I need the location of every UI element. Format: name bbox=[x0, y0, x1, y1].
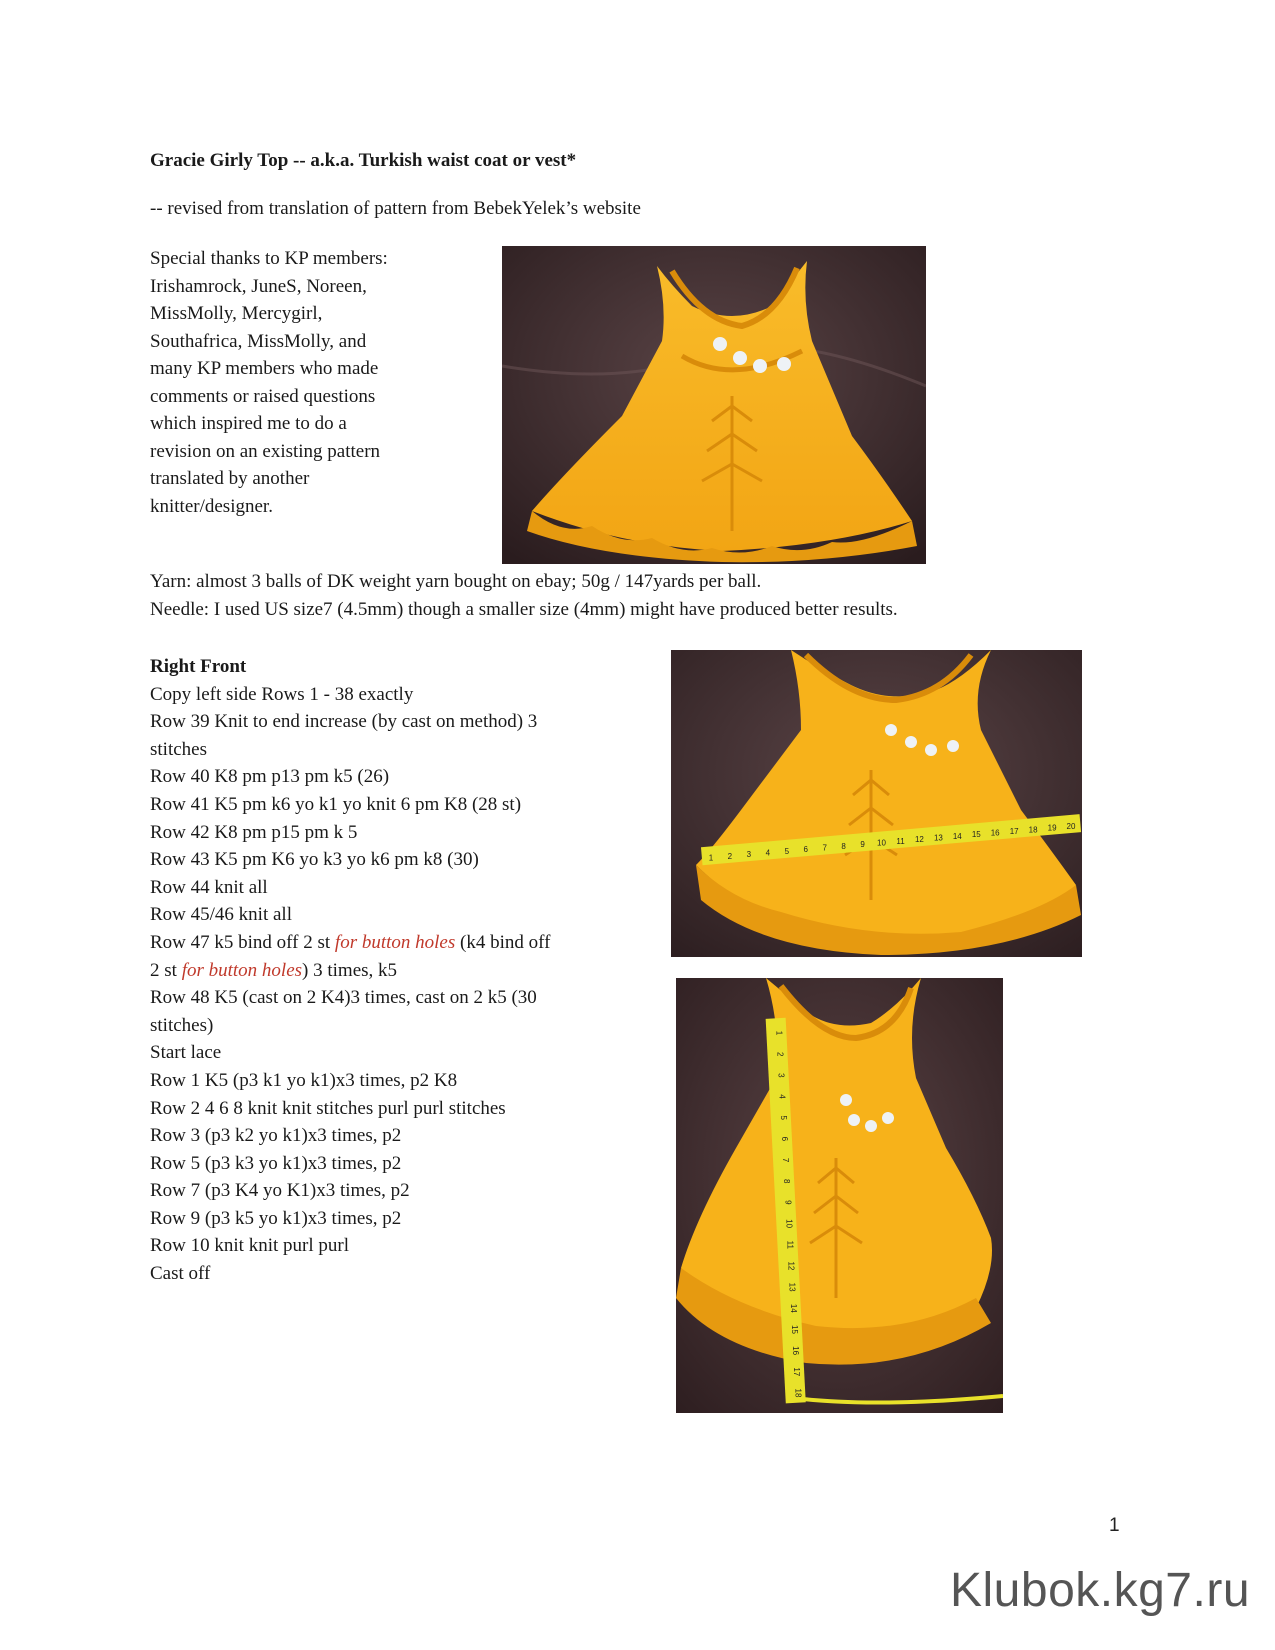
ruler-tick-label: 18 bbox=[1028, 825, 1038, 835]
thanks-line: Southafrica, MissMolly, and bbox=[150, 330, 367, 352]
right-front-section bbox=[150, 653, 630, 1288]
photo-vest-width-measure bbox=[671, 650, 1082, 957]
ruler-tick-label: 11 bbox=[785, 1240, 795, 1249]
ruler-tick-label: 18 bbox=[793, 1388, 803, 1398]
ruler-tick-label: 9 bbox=[783, 1200, 793, 1205]
pattern-line: Row 40 K8 pm p13 pm k5 (26) bbox=[150, 766, 390, 788]
watermark: Klubok.kg7.ru bbox=[950, 1564, 1251, 1617]
row47-text: 2 st bbox=[150, 959, 182, 981]
ruler-tick-label: 15 bbox=[971, 830, 981, 840]
pattern-line: Row 10 knit knit purl purl bbox=[150, 1235, 349, 1257]
section-heading: Right Front bbox=[150, 656, 247, 677]
materials bbox=[150, 568, 898, 624]
pattern-line: Row 45/46 knit all bbox=[150, 904, 292, 926]
pattern-line: Row 9 (p3 k5 yo k1)x3 times, p2 bbox=[150, 1207, 402, 1229]
pattern-line: Row 3 (p3 k2 yo k1)x3 times, p2 bbox=[150, 1125, 402, 1147]
thanks-line: Special thanks to KP members: bbox=[150, 248, 388, 269]
ruler-tick-label: 15 bbox=[789, 1325, 799, 1334]
thanks-line: comments or raised questions bbox=[150, 385, 376, 407]
ruler-tick-label: 13 bbox=[933, 833, 943, 843]
ruler-tick-label: 10 bbox=[877, 838, 886, 848]
row47-text: (k4 bind off bbox=[455, 931, 551, 953]
pattern-line: stitches) bbox=[150, 1014, 214, 1036]
ruler-tick-label: 4 bbox=[765, 848, 771, 858]
ruler-tick-label: 17 bbox=[1009, 826, 1019, 836]
ruler-tick-label: 7 bbox=[822, 843, 827, 853]
ruler-tick-label: 3 bbox=[776, 1073, 786, 1078]
ruler-tick-label: 6 bbox=[779, 1136, 789, 1142]
yarn-line: Yarn: almost 3 balls of DK weight yarn bought on ebay; 50g / 147yards per ball. bbox=[150, 571, 762, 592]
thanks-line: translated by another bbox=[150, 468, 310, 489]
photo-vest-front bbox=[502, 246, 926, 564]
ruler-tick-label: 14 bbox=[788, 1303, 798, 1313]
acknowledgements bbox=[150, 245, 450, 520]
ruler-tick-label: 4 bbox=[777, 1094, 787, 1099]
pattern-line-row47-cont bbox=[150, 957, 630, 985]
ruler-tick-label: 1 bbox=[774, 1030, 784, 1036]
row47-text: ) 3 times, k5 bbox=[302, 959, 398, 981]
ruler-tick-label: 5 bbox=[778, 1115, 788, 1120]
ruler-tick-label: 20 bbox=[1066, 821, 1076, 831]
thanks-line: Irishamrock, JuneS, Noreen, bbox=[150, 275, 367, 297]
pattern-line: Row 2 4 6 8 knit knit stitches purl purl stitches bbox=[150, 1097, 506, 1119]
pattern-line: Copy left side Rows 1 - 38 exactly bbox=[150, 683, 414, 705]
ruler-tick-label: 17 bbox=[792, 1367, 802, 1377]
pattern-line: Row 41 K5 pm k6 yo k1 yo knit 6 pm K8 (28 st) bbox=[150, 793, 522, 815]
ruler-tick-label: 16 bbox=[791, 1346, 800, 1356]
page-number: 1 bbox=[1109, 1515, 1120, 1536]
ruler-tick-label: 6 bbox=[803, 845, 808, 855]
pattern-line: Row 7 (p3 K4 yo K1)x3 times, p2 bbox=[150, 1180, 410, 1202]
ruler-tick-label: 19 bbox=[1047, 823, 1057, 833]
pattern-line-row47 bbox=[150, 929, 630, 957]
ruler-tick-label: 2 bbox=[775, 1051, 785, 1057]
button-hole-note: for button holes bbox=[334, 931, 456, 953]
row47-text: Row 47 k5 bind off 2 st bbox=[150, 931, 335, 953]
photo-vest-length-measure bbox=[676, 978, 1003, 1413]
needle-line: Needle: I used US size7 (4.5mm) though a smaller size (4mm) might have produced better results. bbox=[150, 599, 898, 620]
ruler-tick-label: 11 bbox=[896, 836, 905, 846]
thanks-line: knitter/designer. bbox=[150, 495, 273, 517]
ruler-tick-label: 12 bbox=[914, 835, 924, 845]
ruler-tick-label: 8 bbox=[841, 841, 846, 851]
thanks-line: revision on an existing pattern bbox=[150, 440, 381, 462]
document-title: Gracie Girly Top -- a.k.a. Turkish waist coat or vest* bbox=[150, 150, 577, 171]
ruler-tick-label: 13 bbox=[787, 1282, 797, 1292]
ruler-tick-label: 2 bbox=[727, 851, 733, 861]
ruler-tick-label: 16 bbox=[990, 828, 1000, 838]
thanks-line: many KP members who made bbox=[150, 358, 379, 379]
ruler-tick-label: 9 bbox=[860, 840, 865, 850]
thanks-line: MissMolly, Mercygirl, bbox=[150, 303, 323, 324]
ruler-tick-label: 3 bbox=[746, 850, 752, 860]
pattern-line: Row 44 knit all bbox=[150, 876, 268, 898]
ruler-tick-label: 14 bbox=[952, 831, 962, 841]
pattern-line: Row 1 K5 (p3 k1 yo k1)x3 times, p2 K8 bbox=[150, 1069, 458, 1091]
thanks-line: which inspired me to do a bbox=[150, 413, 347, 434]
button-hole-note: for button holes bbox=[181, 959, 303, 981]
pattern-line: Row 42 K8 pm p15 pm k 5 bbox=[150, 821, 358, 843]
pattern-line: Start lace bbox=[150, 1042, 222, 1064]
ruler-tick-label: 5 bbox=[784, 846, 790, 856]
ruler-tick-label: 10 bbox=[784, 1219, 794, 1229]
ruler-tick-label: 12 bbox=[786, 1261, 796, 1271]
pattern-line: Row 39 Knit to end increase (by cast on method) 3 bbox=[150, 711, 538, 733]
pattern-line: Row 48 K5 (cast on 2 K4)3 times, cast on 2 k5 (30 bbox=[150, 987, 537, 1009]
ruler-tick-label: 1 bbox=[708, 853, 714, 863]
pattern-line: Row 43 K5 pm K6 yo k3 yo k6 pm k8 (30) bbox=[150, 849, 479, 871]
pattern-line: Row 5 (p3 k3 yo k1)x3 times, p2 bbox=[150, 1152, 402, 1174]
pattern-line: stitches bbox=[150, 738, 207, 760]
document-subtitle: -- revised from translation of pattern from BebekYelek’s website bbox=[150, 198, 641, 219]
ruler-tick-label: 8 bbox=[782, 1178, 792, 1184]
pattern-line: Cast off bbox=[150, 1263, 211, 1285]
ruler-tick-label: 7 bbox=[781, 1157, 791, 1163]
